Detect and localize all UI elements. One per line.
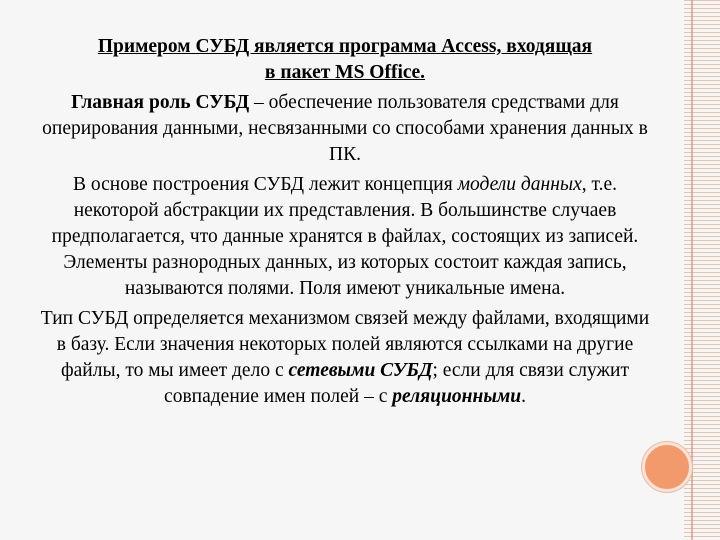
relational-dbms-term: реляционными: [392, 386, 522, 407]
data-model-text-2: , т.е. некоторой абстракции их представления. В большинстве случаев предполагается, что данные хранятся в файлах, состоящих из записей. Элементы разнородных данных, из которых состоит каждая запись, называются полями. Поля имеют уникальные имена.: [51, 174, 639, 299]
decorative-border-line: [691, 0, 693, 540]
main-role-text: – обеспечение пользователя средствами для оперирования данными, несвязанными со способами хранения данных в ПК.: [42, 92, 648, 165]
network-dbms-term: сетевыми СУБД: [288, 360, 433, 381]
data-model-term: модели данных: [457, 174, 582, 195]
paragraph-data-model: [40, 172, 650, 302]
slide-text: [40, 34, 650, 410]
data-model-text-1: В основе построения СУБД лежит концепция: [73, 174, 458, 195]
heading-line-2: в пакет MS Office.: [264, 62, 426, 83]
decorative-circle-icon: [642, 442, 692, 492]
dbms-type-text-1: Тип СУБД определяется механизмом связей между файлами, входящими в базу. Если значения некоторых полей являются ссылками на другие файлы, то мы имеет дело с: [40, 308, 650, 381]
dbms-type-text-2: ; если для связи служит совпадение имен полей – с: [164, 360, 629, 407]
main-role-lead: Главная роль СУБД: [71, 92, 250, 113]
heading-line-1: Примером СУБД является программа Access, входящая: [97, 36, 593, 57]
heading: [40, 34, 650, 86]
dbms-type-text-3: .: [521, 386, 526, 407]
paragraph-main-role: [40, 90, 650, 168]
paragraph-dbms-type: [40, 306, 650, 410]
